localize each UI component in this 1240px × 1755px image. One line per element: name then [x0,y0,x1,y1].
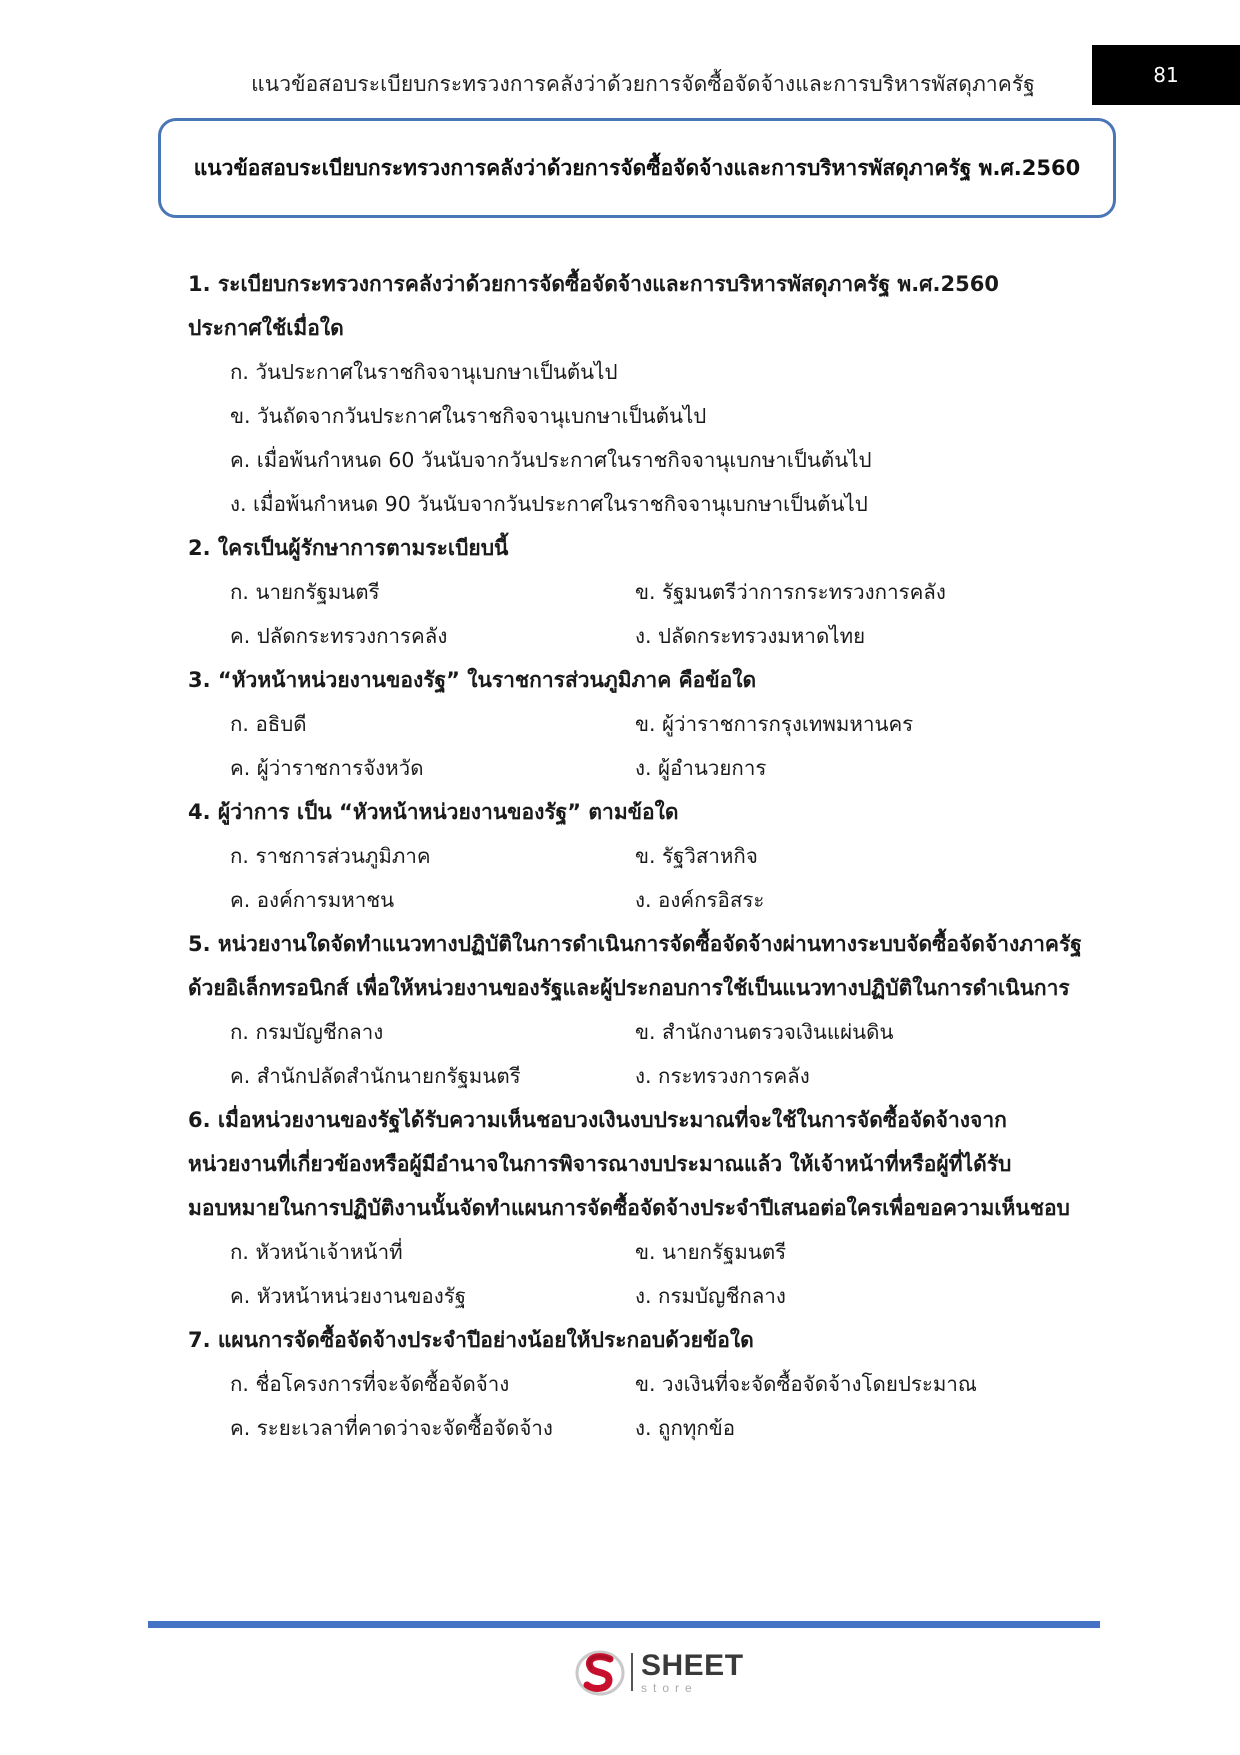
answer-option-a: ก. อธิบดี [230,712,307,736]
logo-subtext: store [641,1680,698,1695]
answer-option-b: ข. นายกรัฐมนตรี [635,1240,787,1264]
question-text: 1. ระเบียบกระทรวงการคลังว่าด้วยการจัดซื้อจัดจ้างและการบริหารพัสดุภาครัฐ พ.ศ.2560 [188,272,999,296]
answer-option-d: ง. ปลัดกระทรวงมหาดไทย [635,624,866,648]
question-text: 6. เมื่อหน่วยงานของรัฐได้รับความเห็นชอบวงเงินงบประมาณที่จะใช้ในการจัดซื้อจัดจ้างจาก [188,1108,1007,1132]
logo-wordmark: SHEET [641,1648,744,1682]
answer-option-b: ข. รัฐมนตรีว่าการกระทรวงการคลัง [635,580,946,604]
answer-option-a: ก. วันประกาศในราชกิจจานุเบกษาเป็นต้นไป [230,360,618,384]
question-text: 7. แผนการจัดซื้อจัดจ้างประจำปีอย่างน้อยให้ประกอบด้วยข้อใด [188,1328,754,1352]
answer-option-d: ง. กระทรวงการคลัง [635,1064,810,1088]
question-text: ประกาศใช้เมื่อใด [188,316,344,340]
question-6 [188,1098,1108,1318]
sheet-store-logo [575,1644,744,1700]
question-7 [188,1318,1108,1450]
answer-option-d: ง. กรมบัญชีกลาง [635,1284,786,1308]
answer-option-b: ข. สำนักงานตรวจเงินแผ่นดิน [635,1020,894,1044]
title-box-text: แนวข้อสอบระเบียบกระทรวงการคลังว่าด้วยการจัดซื้อจัดจ้างและการบริหารพัสดุภาครัฐ พ.ศ.2560 [193,155,1081,180]
logo-separator [631,1653,633,1691]
title-box [158,118,1116,218]
answer-option-c: ค. ระยะเวลาที่คาดว่าจะจัดซื้อจัดจ้าง [230,1416,553,1440]
question-list [188,262,1108,1450]
answer-option-b: ข. รัฐวิสาหกิจ [635,844,758,868]
question-5 [188,922,1108,1098]
answer-option-c: ค. ปลัดกระทรวงการคลัง [230,624,448,648]
question-text: หน่วยงานที่เกี่ยวข้องหรือผู้มีอำนาจในการพิจารณางบประมาณแล้ว ให้เจ้าหน้าที่หรือผู้ที่ได้รับ [188,1152,1012,1176]
question-text: ด้วยอิเล็กทรอนิกส์ เพื่อให้หน่วยงานของรัฐและผู้ประกอบการใช้เป็นแนวทางปฏิบัติในการดำเนินการ [188,976,1070,1000]
question-2 [188,526,1108,658]
question-text: มอบหมายในการปฏิบัติงานนั้นจัดทำแผนการจัดซื้อจัดจ้างประจำปีเสนอต่อใครเพื่อขอความเห็นชอบ [188,1196,1070,1220]
question-text: 3. “หัวหน้าหน่วยงานของรัฐ” ในราชการส่วนภูมิภาค คือข้อใด [188,668,757,692]
question-4 [188,790,1108,922]
question-text: 2. ใครเป็นผู้รักษาการตามระเบียบนี้ [188,536,509,560]
question-1 [188,262,1108,526]
answer-option-d: ง. องค์กรอิสระ [635,888,765,912]
answer-option-d: ง. ผู้อำนวยการ [635,756,767,780]
answer-option-d: ง. เมื่อพ้นกำหนด 90 วันนับจากวันประกาศในราชกิจจานุเบกษาเป็นต้นไป [230,492,868,516]
answer-option-c: ค. หัวหน้าหน่วยงานของรัฐ [230,1284,467,1308]
answer-option-b: ข. ผู้ว่าราชการกรุงเทพมหานคร [635,712,914,736]
answer-option-b: ข. วงเงินที่จะจัดซื้อจัดจ้างโดยประมาณ [635,1372,977,1396]
answer-option-a: ก. ราชการส่วนภูมิภาค [230,844,431,868]
answer-option-a: ก. ชื่อโครงการที่จะจัดซื้อจัดจ้าง [230,1372,510,1396]
question-3 [188,658,1108,790]
page-number-tab: 81 [1092,45,1240,105]
question-text: 4. ผู้ว่าการ เป็น “หัวหน้าหน่วยงานของรัฐ” ตามข้อใด [188,800,679,824]
answer-option-a: ก. กรมบัญชีกลาง [230,1020,384,1044]
answer-option-c: ค. องค์การมหาชน [230,888,395,912]
answer-option-c: ค. เมื่อพ้นกำหนด 60 วันนับจากวันประกาศในราชกิจจานุเบกษาเป็นต้นไป [230,448,872,472]
answer-option-c: ค. ผู้ว่าราชการจังหวัด [230,756,424,780]
answer-option-a: ก. นายกรัฐมนตรี [230,580,380,604]
answer-option-c: ค. สำนักปลัดสำนักนายกรัฐมนตรี [230,1064,521,1088]
sheet-store-s-logo-icon [575,1647,625,1697]
question-text: 5. หน่วยงานใดจัดทำแนวทางปฏิบัติในการดำเนินการจัดซื้อจัดจ้างผ่านทางระบบจัดซื้อจัดจ้างภาครัฐ [188,932,1082,956]
running-header-title: แนวข้อสอบระเบียบกระทรวงการคลังว่าด้วยการจัดซื้อจัดจ้างและการบริหารพัสดุภาครัฐ [251,72,1035,96]
answer-option-d: ง. ถูกทุกข้อ [635,1416,736,1440]
answer-option-b: ข. วันถัดจากวันประกาศในราชกิจจานุเบกษาเป็นต้นไป [230,404,707,428]
footer-rule [148,1621,1100,1628]
answer-option-a: ก. หัวหน้าเจ้าหน้าที่ [230,1240,403,1264]
